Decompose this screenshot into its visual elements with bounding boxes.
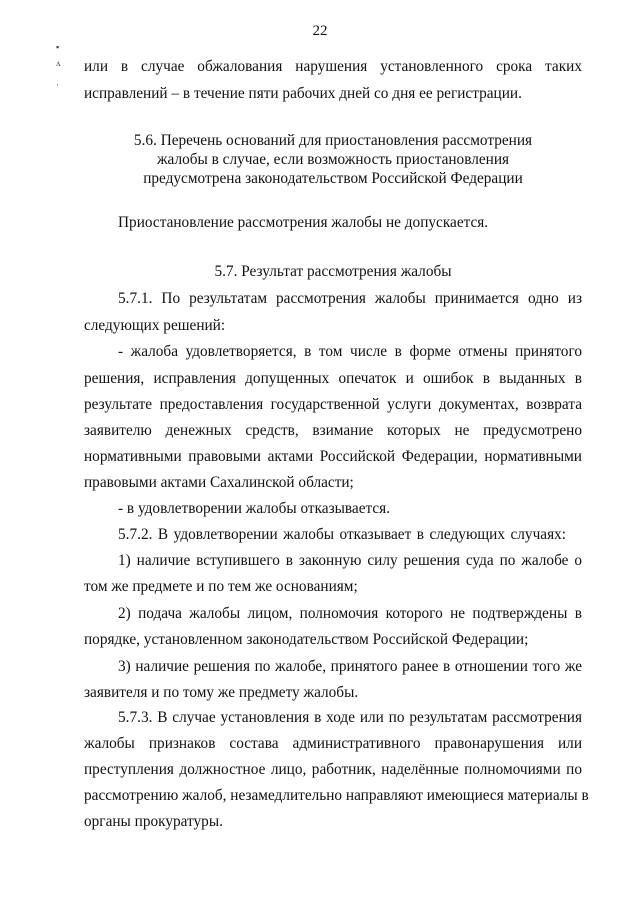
page-number: 22 (312, 23, 328, 39)
section-heading: предусмотрена законодательством Российской Федерации (143, 170, 523, 187)
text-line: следующих решений: (84, 317, 226, 334)
text-line: 2) подача жалобы лицом, полномочия которого не подтверждены в (118, 605, 582, 622)
section-heading: 5.6. Перечень оснований для приостановления рассмотрения (133, 132, 533, 149)
text-line: 3) наличие решения по жалобе, принятого ранее в отношении того же (118, 658, 582, 675)
text-line: или в случае обжалования нарушения установленного срока таких (84, 58, 582, 75)
text-line: нормативными правовыми актами Российской Федерации, нормативными (84, 448, 582, 465)
text-line: 5.7.3. В случае установления в ходе или по результатам рассмотрения (118, 709, 582, 726)
text-line: том же предмете и по тем же основаниям; (84, 578, 358, 595)
text-line: заявителя и по тому же предмету жалобы. (84, 684, 359, 701)
text-line: органы прокуратуры. (84, 813, 223, 830)
text-line: заявителю денежных средств, взимание которых не предусмотрено (84, 422, 582, 439)
text-line: результате предоставления государственной услуги документах, возврата (84, 396, 582, 413)
text-line: жалобы признаков состава административного правонарушения или (84, 735, 582, 752)
text-line: - в удовлетворении жалобы отказывается. (118, 500, 391, 517)
margin-mark: ʌ (56, 58, 61, 68)
section-heading: 5.7. Результат рассмотрения жалобы (214, 263, 452, 280)
text-line: правовыми актами Сахалинской области; (84, 474, 354, 491)
text-line: рассмотрению жалоб, незамедлительно направляют имеющиеся материалы в (84, 787, 589, 804)
text-line: - жалоба удовлетворяется, в том числе в форме отмены принятого (118, 343, 582, 360)
section-heading: жалобы в случае, если возможность приостановления (156, 151, 510, 168)
text-line: Приостановление рассмотрения жалобы не допускается. (118, 214, 489, 231)
text-line: исправлений – в течение пяти рабочих дней со дня ее регистрации. (84, 85, 522, 102)
text-line: порядке, установленном законодательством Российской Федерации; (84, 631, 529, 648)
text-line: преступления должностное лицо, работник, наделённые полномочиями по (84, 761, 582, 778)
margin-mark: · (56, 80, 59, 90)
text-line: 1) наличие вступившего в законную силу решения суда по жалобе о (118, 552, 582, 569)
margin-mark: ▪ (56, 42, 60, 52)
text-line: решения, исправления допущенных опечаток и ошибок в выданных в (84, 370, 582, 387)
text-line: 5.7.2. В удовлетворении жалобы отказывает в следующих случаях: (118, 526, 566, 543)
text-line: 5.7.1. По результатам рассмотрения жалобы принимается одно из (118, 290, 582, 307)
